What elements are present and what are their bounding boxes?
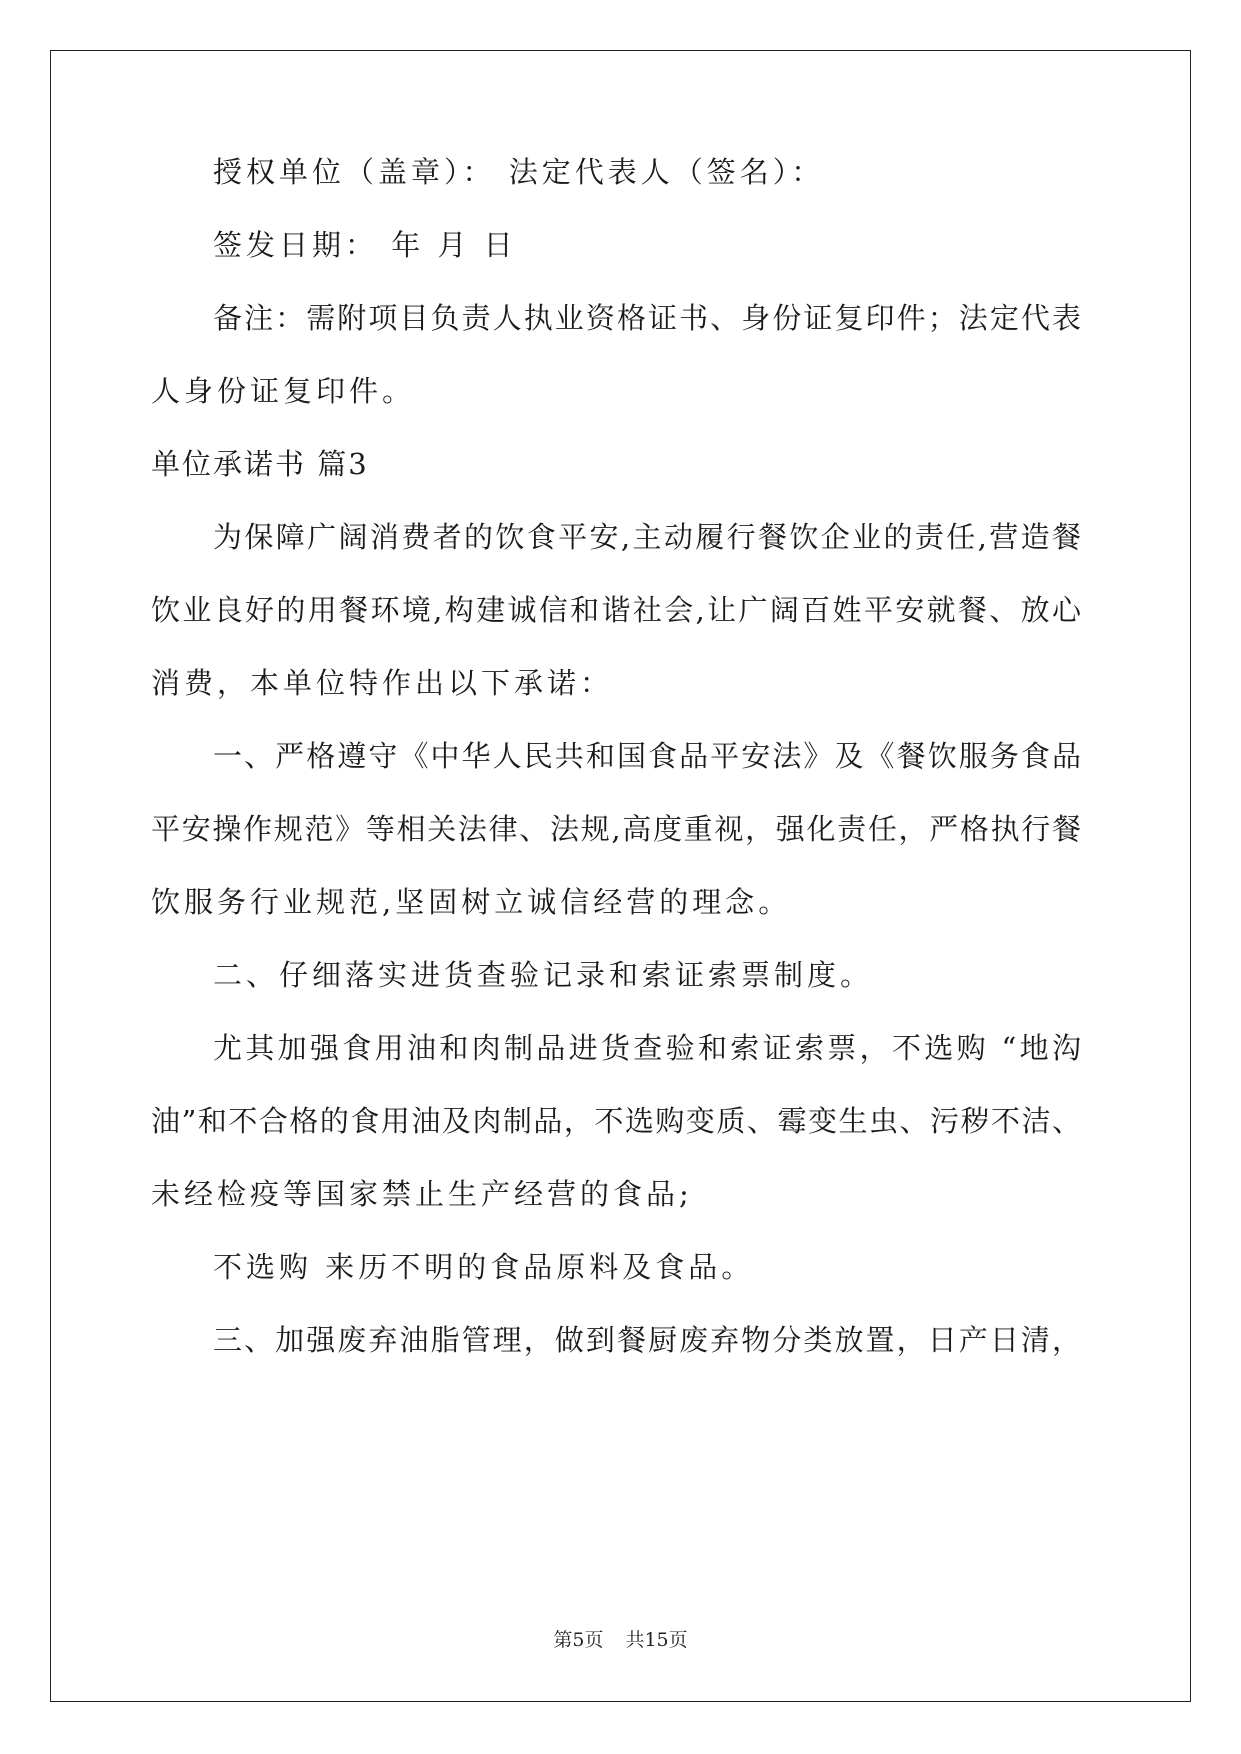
item-2-line-4: 未经检疫等国家禁止生产经营的食品;: [151, 1177, 693, 1211]
signature-line: 授权单位（盖章）： 法定代表人（签名）：: [213, 155, 825, 189]
page-total: 共15页: [625, 1629, 688, 1651]
body-line-1: 为保障广阔消费者的饮食平安,主动履行餐饮企业的责任,营造餐: [213, 520, 1081, 554]
page-footer: [0, 1628, 1241, 1652]
body-line-3: 消费，本单位特作出以下承诺：: [151, 666, 614, 700]
item-3-line-1: 三、加强废弃油脂管理，做到餐厨废弃物分类放置，日产日清，: [213, 1323, 1081, 1357]
item-2-line-2: 尤其加强食用油和肉制品进货查验和索证索票，不选购 “地沟: [213, 1031, 1081, 1065]
item-2-line-1: 二、仔细落实进货查验记录和索证索票制度。: [213, 958, 874, 992]
item-1-line-2: 平安操作规范》等相关法律、法规,高度重视，强化责任，严格执行餐: [151, 812, 1081, 846]
item-2-line-3: 油”和不合格的食用油及肉制品，不选购变质、霉变生虫、污秽不洁、: [151, 1104, 1081, 1138]
item-1-line-1: 一、严格遵守《中华人民共和国食品平安法》及《餐饮服务食品: [213, 739, 1081, 773]
item-2-line-5: 不选购 来历不明的食品原料及食品。: [213, 1250, 755, 1284]
remark-line-1: 备注：需附项目负责人执业资格证书、身份证复印件；法定代表: [213, 301, 1081, 335]
remark-line-2: 人身份证复印件。: [151, 374, 416, 408]
page-number: 第5页: [553, 1629, 604, 1651]
item-1-line-3: 饮服务行业规范,坚固树立诚信经营的理念。: [151, 885, 792, 919]
issue-date-line: 签发日期： 年 月 日: [213, 228, 517, 262]
body-line-2: 饮业良好的用餐环境,构建诚信和谐社会,让广阔百姓平安就餐、放心: [151, 593, 1081, 627]
section-heading: 单位承诺书 篇3: [151, 447, 369, 481]
